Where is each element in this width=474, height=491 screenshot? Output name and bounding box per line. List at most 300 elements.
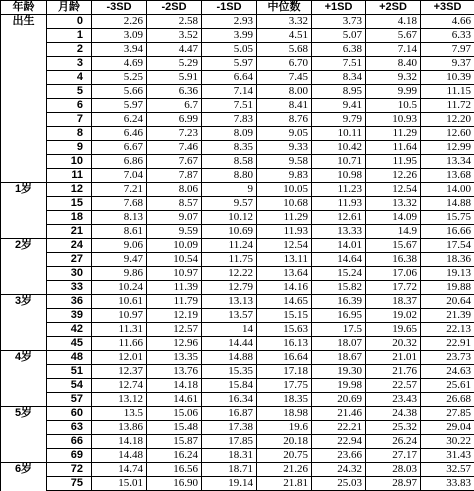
value-cell-plus-2sd: 26.24 [366,435,421,449]
value-cell-minus-3sd: 8.61 [92,225,147,239]
value-cell-minus-2sd: 5.91 [147,71,202,85]
month-cell: 66 [47,435,92,449]
value-cell-plus-3sd: 14.88 [421,197,474,211]
value-cell-plus-1sd: 3.73 [312,15,366,29]
value-cell-median: 9.83 [257,169,312,183]
value-cell-minus-1sd: 12.22 [202,267,257,281]
value-cell-minus-2sd: 2.58 [147,15,202,29]
value-cell-plus-3sd: 22.13 [421,323,474,337]
age-group-cell [1,29,47,43]
value-cell-minus-1sd: 14.88 [202,351,257,365]
value-cell-median: 13.64 [257,267,312,281]
value-cell-minus-3sd: 9.06 [92,239,147,253]
age-group-cell [1,477,47,491]
value-cell-median: 9.05 [257,127,312,141]
header-plus-3sd: +3SD [421,1,474,15]
age-group-cell [1,43,47,57]
value-cell-minus-3sd: 12.01 [92,351,147,365]
age-group-cell: 2岁 [1,239,47,253]
value-cell-plus-1sd: 14.01 [312,239,366,253]
month-cell: 7 [47,113,92,127]
month-cell: 54 [47,379,92,393]
age-group-cell [1,127,47,141]
table-row [1,225,474,239]
value-cell-minus-1sd: 10.69 [202,225,257,239]
age-group-cell [1,267,47,281]
value-cell-plus-1sd: 22.94 [312,435,366,449]
age-group-cell [1,57,47,71]
value-cell-median: 13.11 [257,253,312,267]
value-cell-median: 15.15 [257,309,312,323]
value-cell-minus-1sd: 9 [202,183,257,197]
age-group-cell: 出生 [1,15,47,29]
value-cell-minus-2sd: 12.19 [147,309,202,323]
value-cell-plus-3sd: 27.85 [421,407,474,421]
value-cell-plus-2sd: 17.72 [366,281,421,295]
value-cell-minus-1sd: 8.58 [202,155,257,169]
table-row [1,141,474,155]
value-cell-median: 7.45 [257,71,312,85]
table-row [1,435,474,449]
value-cell-plus-2sd: 9.32 [366,71,421,85]
table-row [1,71,474,85]
value-cell-median: 8.41 [257,99,312,113]
table-row [1,169,474,183]
value-cell-minus-3sd: 5.97 [92,99,147,113]
value-cell-minus-3sd: 7.04 [92,169,147,183]
value-cell-minus-2sd: 15.48 [147,421,202,435]
value-cell-minus-2sd: 9.07 [147,211,202,225]
value-cell-minus-3sd: 15.01 [92,477,147,491]
value-cell-plus-1sd: 17.5 [312,323,366,337]
value-cell-median: 15.63 [257,323,312,337]
value-cell-plus-2sd: 11.95 [366,155,421,169]
age-group-cell [1,323,47,337]
value-cell-median: 11.29 [257,211,312,225]
age-group-cell [1,365,47,379]
month-cell: 24 [47,239,92,253]
table-row [1,211,474,225]
value-cell-median: 10.05 [257,183,312,197]
value-cell-plus-3sd: 13.68 [421,169,474,183]
table-row [1,421,474,435]
month-cell: 0 [47,15,92,29]
month-cell: 72 [47,463,92,477]
value-cell-plus-3sd: 12.99 [421,141,474,155]
age-group-cell [1,435,47,449]
value-cell-plus-1sd: 10.98 [312,169,366,183]
value-cell-minus-2sd: 10.09 [147,239,202,253]
value-cell-minus-2sd: 3.52 [147,29,202,43]
value-cell-plus-2sd: 19.65 [366,323,421,337]
value-cell-minus-1sd: 7.83 [202,113,257,127]
value-cell-minus-3sd: 9.86 [92,267,147,281]
month-cell: 2 [47,43,92,57]
value-cell-plus-2sd: 17.06 [366,267,421,281]
table-row [1,155,474,169]
age-group-cell [1,281,47,295]
value-cell-plus-3sd: 16.66 [421,225,474,239]
age-group-cell: 4岁 [1,351,47,365]
value-cell-plus-2sd: 5.67 [366,29,421,43]
value-cell-plus-2sd: 21.01 [366,351,421,365]
value-cell-plus-2sd: 21.76 [366,365,421,379]
value-cell-median: 12.54 [257,239,312,253]
value-cell-plus-3sd: 19.88 [421,281,474,295]
value-cell-minus-3sd: 14.74 [92,463,147,477]
value-cell-minus-3sd: 10.61 [92,295,147,309]
month-cell: 36 [47,295,92,309]
table-row [1,393,474,407]
value-cell-minus-3sd: 6.24 [92,113,147,127]
month-cell: 39 [47,309,92,323]
value-cell-plus-3sd: 24.63 [421,365,474,379]
value-cell-plus-2sd: 24.38 [366,407,421,421]
value-cell-minus-2sd: 7.67 [147,155,202,169]
table-row [1,127,474,141]
age-group-cell: 1岁 [1,183,47,197]
value-cell-minus-2sd: 15.87 [147,435,202,449]
value-cell-plus-1sd: 15.82 [312,281,366,295]
value-cell-minus-1sd: 17.38 [202,421,257,435]
value-cell-plus-2sd: 10.93 [366,113,421,127]
value-cell-plus-3sd: 31.43 [421,449,474,463]
table-row [1,43,474,57]
table-row [1,351,474,365]
value-cell-plus-1sd: 23.66 [312,449,366,463]
value-cell-plus-2sd: 15.67 [366,239,421,253]
value-cell-minus-2sd: 16.24 [147,449,202,463]
value-cell-minus-3sd: 10.97 [92,309,147,323]
value-cell-plus-2sd: 8.40 [366,57,421,71]
value-cell-median: 16.13 [257,337,312,351]
value-cell-minus-3sd: 6.46 [92,127,147,141]
table-row [1,57,474,71]
value-cell-plus-2sd: 19.02 [366,309,421,323]
value-cell-plus-3sd: 29.04 [421,421,474,435]
value-cell-minus-2sd: 7.87 [147,169,202,183]
age-group-cell [1,99,47,113]
value-cell-plus-3sd: 20.64 [421,295,474,309]
value-cell-minus-2sd: 11.79 [147,295,202,309]
value-cell-minus-1sd: 16.34 [202,393,257,407]
month-cell: 6 [47,99,92,113]
value-cell-minus-3sd: 6.86 [92,155,147,169]
value-cell-plus-3sd: 13.34 [421,155,474,169]
table-row [1,239,474,253]
value-cell-minus-1sd: 3.99 [202,29,257,43]
value-cell-minus-3sd: 13.86 [92,421,147,435]
table-row [1,295,474,309]
value-cell-plus-1sd: 6.38 [312,43,366,57]
value-cell-median: 14.65 [257,295,312,309]
table-row [1,113,474,127]
value-cell-minus-1sd: 14 [202,323,257,337]
table-row [1,379,474,393]
value-cell-minus-1sd: 5.97 [202,57,257,71]
value-cell-plus-3sd: 9.37 [421,57,474,71]
value-cell-minus-2sd: 16.90 [147,477,202,491]
month-cell: 30 [47,267,92,281]
value-cell-median: 21.26 [257,463,312,477]
value-cell-median: 9.33 [257,141,312,155]
month-cell: 10 [47,155,92,169]
value-cell-plus-2sd: 12.54 [366,183,421,197]
table-row [1,323,474,337]
month-cell: 42 [47,323,92,337]
value-cell-minus-3sd: 7.21 [92,183,147,197]
value-cell-minus-1sd: 11.24 [202,239,257,253]
age-group-cell [1,155,47,169]
table-row [1,29,474,43]
value-cell-plus-3sd: 18.36 [421,253,474,267]
table-row [1,365,474,379]
value-cell-minus-2sd: 6.36 [147,85,202,99]
value-cell-plus-1sd: 21.46 [312,407,366,421]
month-cell: 75 [47,477,92,491]
value-cell-plus-1sd: 16.95 [312,309,366,323]
value-cell-minus-2sd: 10.97 [147,267,202,281]
value-cell-median: 8.76 [257,113,312,127]
value-cell-plus-3sd: 15.75 [421,211,474,225]
value-cell-median: 5.68 [257,43,312,57]
value-cell-median: 6.70 [257,57,312,71]
table-row [1,463,474,477]
table-row [1,85,474,99]
value-cell-minus-1sd: 8.09 [202,127,257,141]
value-cell-minus-3sd: 3.09 [92,29,147,43]
table-row [1,281,474,295]
age-group-cell [1,393,47,407]
value-cell-plus-1sd: 19.30 [312,365,366,379]
value-cell-minus-1sd: 2.93 [202,15,257,29]
value-cell-plus-1sd: 24.32 [312,463,366,477]
value-cell-plus-3sd: 25.61 [421,379,474,393]
value-cell-plus-1sd: 11.23 [312,183,366,197]
value-cell-median: 19.6 [257,421,312,435]
value-cell-minus-3sd: 2.26 [92,15,147,29]
age-group-cell: 3岁 [1,295,47,309]
value-cell-plus-3sd: 23.73 [421,351,474,365]
value-cell-median: 8.00 [257,85,312,99]
age-group-cell [1,211,47,225]
value-cell-minus-2sd: 5.29 [147,57,202,71]
value-cell-minus-2sd: 13.76 [147,365,202,379]
value-cell-plus-2sd: 18.37 [366,295,421,309]
value-cell-minus-2sd: 11.39 [147,281,202,295]
value-cell-minus-2sd: 13.35 [147,351,202,365]
age-group-cell [1,113,47,127]
value-cell-plus-3sd: 32.57 [421,463,474,477]
month-cell: 27 [47,253,92,267]
value-cell-plus-1sd: 19.98 [312,379,366,393]
value-cell-minus-3sd: 6.67 [92,141,147,155]
age-group-cell [1,85,47,99]
value-cell-plus-2sd: 14.9 [366,225,421,239]
header-plus-1sd: +1SD [312,1,366,15]
age-group-cell [1,337,47,351]
value-cell-minus-3sd: 3.94 [92,43,147,57]
age-group-cell [1,379,47,393]
month-cell: 3 [47,57,92,71]
value-cell-minus-2sd: 7.46 [147,141,202,155]
value-cell-minus-1sd: 19.14 [202,477,257,491]
value-cell-plus-1sd: 20.69 [312,393,366,407]
value-cell-minus-1sd: 13.57 [202,309,257,323]
value-cell-plus-3sd: 33.83 [421,477,474,491]
month-cell: 9 [47,141,92,155]
value-cell-minus-1sd: 12.79 [202,281,257,295]
value-cell-minus-3sd: 5.25 [92,71,147,85]
age-group-cell [1,421,47,435]
value-cell-minus-2sd: 4.47 [147,43,202,57]
age-group-cell [1,169,47,183]
table-row [1,449,474,463]
value-cell-plus-3sd: 11.15 [421,85,474,99]
value-cell-plus-3sd: 6.33 [421,29,474,43]
value-cell-median: 3.32 [257,15,312,29]
value-cell-plus-2sd: 9.99 [366,85,421,99]
value-cell-minus-2sd: 8.57 [147,197,202,211]
age-group-cell: 6岁 [1,463,47,477]
value-cell-median: 17.75 [257,379,312,393]
value-cell-median: 18.35 [257,393,312,407]
table-row [1,477,474,491]
month-cell: 45 [47,337,92,351]
header-minus-3sd: -3SD [92,1,147,15]
value-cell-minus-3sd: 12.74 [92,379,147,393]
header-plus-2sd: +2SD [366,1,421,15]
value-cell-plus-2sd: 16.38 [366,253,421,267]
header-month: 月龄 [47,1,92,15]
value-cell-plus-1sd: 9.79 [312,113,366,127]
value-cell-minus-2sd: 12.96 [147,337,202,351]
value-cell-plus-1sd: 14.64 [312,253,366,267]
value-cell-median: 14.16 [257,281,312,295]
value-cell-minus-3sd: 8.13 [92,211,147,225]
value-cell-plus-2sd: 28.97 [366,477,421,491]
value-cell-plus-3sd: 26.68 [421,393,474,407]
month-cell: 1 [47,29,92,43]
value-cell-minus-2sd: 16.56 [147,463,202,477]
header-row [1,1,474,15]
month-cell: 63 [47,421,92,435]
table-row [1,337,474,351]
value-cell-plus-2sd: 28.03 [366,463,421,477]
value-cell-minus-1sd: 8.80 [202,169,257,183]
month-cell: 48 [47,351,92,365]
value-cell-minus-3sd: 14.18 [92,435,147,449]
value-cell-plus-3sd: 21.39 [421,309,474,323]
value-cell-plus-3sd: 10.39 [421,71,474,85]
value-cell-minus-1sd: 18.31 [202,449,257,463]
value-cell-plus-2sd: 22.57 [366,379,421,393]
value-cell-plus-3sd: 7.97 [421,43,474,57]
value-cell-plus-1sd: 16.39 [312,295,366,309]
value-cell-plus-3sd: 17.54 [421,239,474,253]
table-row [1,183,474,197]
value-cell-minus-3sd: 5.66 [92,85,147,99]
value-cell-minus-2sd: 14.61 [147,393,202,407]
value-cell-minus-2sd: 9.59 [147,225,202,239]
value-cell-plus-1sd: 18.07 [312,337,366,351]
value-cell-minus-1sd: 6.64 [202,71,257,85]
value-cell-minus-2sd: 10.54 [147,253,202,267]
value-cell-minus-2sd: 8.06 [147,183,202,197]
value-cell-minus-1sd: 13.13 [202,295,257,309]
value-cell-minus-3sd: 12.37 [92,365,147,379]
table-row [1,15,474,29]
value-cell-plus-2sd: 20.32 [366,337,421,351]
value-cell-plus-1sd: 12.61 [312,211,366,225]
value-cell-minus-1sd: 15.84 [202,379,257,393]
age-group-cell [1,71,47,85]
month-cell: 5 [47,85,92,99]
value-cell-plus-1sd: 8.95 [312,85,366,99]
value-cell-plus-2sd: 13.32 [366,197,421,211]
value-cell-median: 4.51 [257,29,312,43]
value-cell-minus-1sd: 17.85 [202,435,257,449]
table-row [1,99,474,113]
value-cell-minus-1sd: 7.14 [202,85,257,99]
value-cell-plus-1sd: 10.42 [312,141,366,155]
month-cell: 4 [47,71,92,85]
value-cell-plus-1sd: 10.11 [312,127,366,141]
month-cell: 21 [47,225,92,239]
value-cell-plus-2sd: 11.64 [366,141,421,155]
value-cell-median: 20.18 [257,435,312,449]
table-row [1,197,474,211]
age-group-cell [1,449,47,463]
value-cell-median: 16.64 [257,351,312,365]
table-row [1,253,474,267]
age-group-cell [1,225,47,239]
value-cell-minus-3sd: 11.31 [92,323,147,337]
value-cell-minus-2sd: 7.23 [147,127,202,141]
value-cell-plus-3sd: 14.00 [421,183,474,197]
value-cell-minus-2sd: 15.06 [147,407,202,421]
value-cell-plus-1sd: 8.34 [312,71,366,85]
value-cell-plus-3sd: 22.91 [421,337,474,351]
table-row [1,309,474,323]
month-cell: 11 [47,169,92,183]
header-median: 中位数 [257,1,312,15]
value-cell-plus-2sd: 14.09 [366,211,421,225]
value-cell-minus-1sd: 10.12 [202,211,257,225]
value-cell-minus-2sd: 12.57 [147,323,202,337]
value-cell-median: 11.93 [257,225,312,239]
value-cell-minus-3sd: 11.66 [92,337,147,351]
value-cell-median: 20.75 [257,449,312,463]
value-cell-plus-3sd: 11.72 [421,99,474,113]
value-cell-minus-3sd: 13.12 [92,393,147,407]
value-cell-minus-1sd: 7.51 [202,99,257,113]
value-cell-minus-3sd: 14.48 [92,449,147,463]
age-group-cell [1,309,47,323]
value-cell-minus-1sd: 11.75 [202,253,257,267]
month-cell: 33 [47,281,92,295]
value-cell-plus-2sd: 12.26 [366,169,421,183]
header-minus-1sd: -1SD [202,1,257,15]
value-cell-minus-3sd: 10.24 [92,281,147,295]
value-cell-plus-1sd: 11.93 [312,197,366,211]
value-cell-plus-1sd: 15.24 [312,267,366,281]
value-cell-median: 18.98 [257,407,312,421]
value-cell-median: 17.18 [257,365,312,379]
value-cell-minus-2sd: 6.99 [147,113,202,127]
value-cell-plus-3sd: 12.60 [421,127,474,141]
value-cell-plus-2sd: 23.43 [366,393,421,407]
